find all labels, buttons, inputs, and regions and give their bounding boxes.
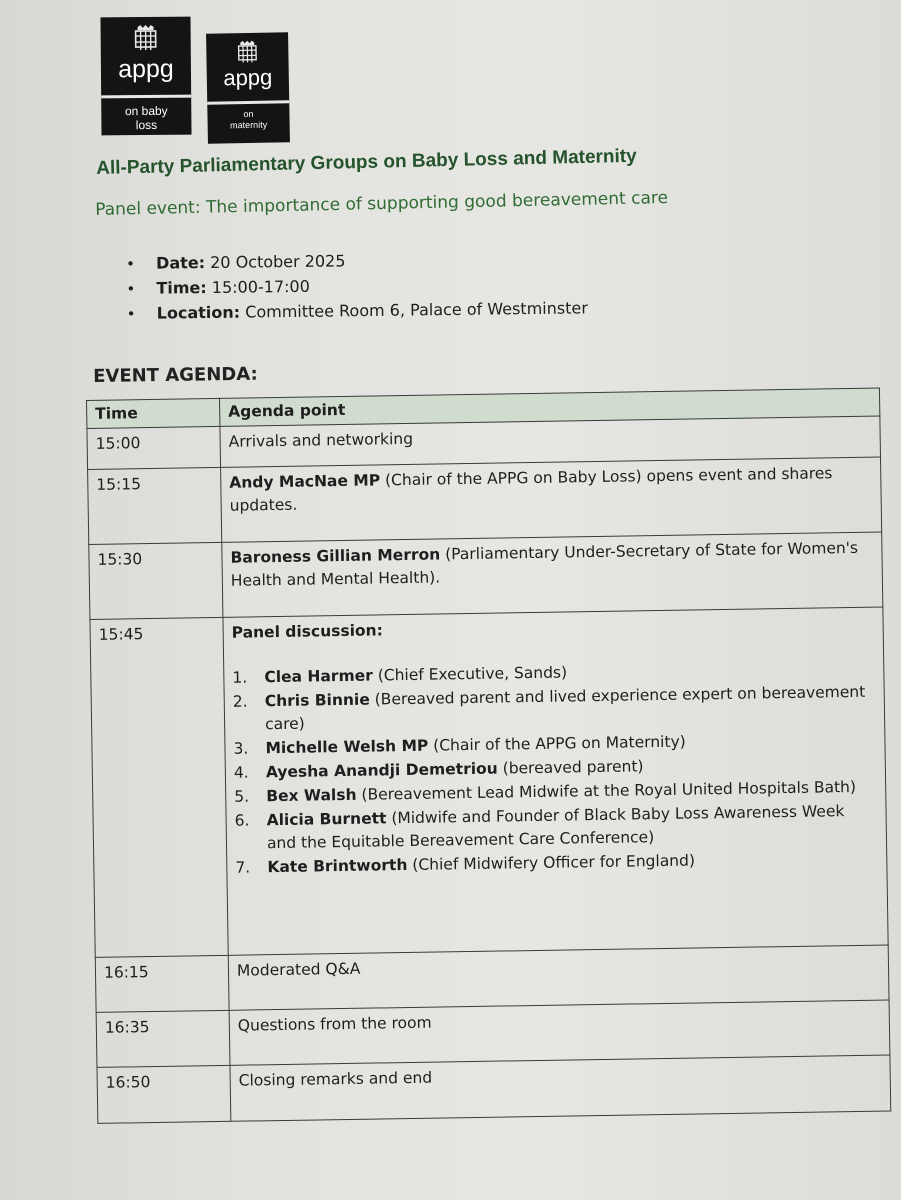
row-time: 16:35	[96, 1010, 230, 1067]
logo-divider	[207, 100, 289, 104]
bullet-icon: •	[126, 279, 136, 298]
panel-speaker-list	[232, 657, 878, 880]
list-item: 7. Kate Brintworth (Chief Midwifery Officer for England)	[235, 851, 696, 877]
logo-subtitle: on baby loss	[124, 103, 168, 133]
event-subtitle: Panel event: The importance of supporting good bereavement care	[95, 188, 669, 220]
row-agenda-point: Questions from the room	[229, 1000, 890, 1065]
event-details-list	[126, 248, 588, 329]
portcullis-crest-icon	[133, 23, 159, 53]
table-row	[88, 457, 882, 544]
list-item: 2. Chris Binnie (Bereaved parent and lived experience expert on bereavement care)	[232, 682, 866, 734]
logo-wordmark: appg	[118, 54, 174, 84]
column-header-time: Time	[87, 398, 220, 428]
logo-wordmark: appg	[223, 64, 273, 91]
document-title: All-Party Parliamentary Groups on Baby Loss and Maternity	[96, 145, 637, 179]
list-item: 3. Michelle Welsh MP (Chair of the APPG on Maternity)	[233, 732, 686, 758]
table-row	[89, 532, 883, 619]
list-item: 4. Ayesha Anandji Demetriou (bereaved parent)	[233, 757, 644, 782]
row-time: 15:45	[90, 617, 228, 957]
row-time: 15:00	[87, 426, 221, 469]
bullet-icon: •	[126, 254, 136, 273]
table-row	[90, 607, 888, 957]
agenda-table	[86, 388, 891, 1124]
row-time: 15:15	[88, 467, 222, 544]
row-time: 16:50	[97, 1065, 231, 1123]
agenda-table-wrapper	[86, 387, 901, 1160]
detail-date: • Date: 20 October 2025	[126, 251, 346, 273]
row-agenda-point: Arrivals and networking	[220, 416, 881, 467]
row-agenda-point: Panel discussion: 1. Clea Harmer (Chief Executive, Sands) 2. Chris Binnie (Bereaved parent and lived experience expert on bereavement care) 3. Michelle Welsh MP (Chair of the APPG on Maternity) 4. Ayesha Anandji Demetriou (bereaved parent) 5. Bex Walsh (Bereavement Lead Midwife at the Royal United Hospitals Bath) 6. Alicia Burnett (Midwife and Founder of Black Baby Loss Awareness Week and the Equitable Bereavement Care Conference) 7. Kate Brintworth (Chief Midwifery Officer for England)	[223, 607, 888, 955]
row-agenda-point: Closing remarks and end	[230, 1055, 891, 1121]
logo-divider	[101, 95, 191, 99]
row-agenda-point: Baroness Gillian Merron (Parliamentary Under-Secretary of State for Women's Health and Mental Health).	[222, 532, 883, 617]
appg-baby-loss-logo	[100, 17, 191, 136]
appg-maternity-logo	[206, 32, 290, 143]
portcullis-crest-icon	[235, 39, 259, 65]
row-agenda-point: Moderated Q&A	[228, 945, 889, 1010]
list-item: 1. Clea Harmer (Chief Executive, Sands)	[232, 663, 568, 687]
row-time: 16:15	[95, 955, 229, 1012]
bullet-icon: •	[126, 304, 136, 323]
table-row	[97, 1055, 891, 1123]
detail-time: • Time: 15:00-17:00	[126, 276, 310, 298]
detail-location: • Location: Committee Room 6, Palace of Westminster	[126, 298, 588, 323]
logo-subtitle: on maternity	[230, 108, 268, 131]
list-item: 5. Bex Walsh (Bereavement Lead Midwife at the Royal United Hospitals Bath)	[234, 777, 857, 806]
list-item: 6. Alicia Burnett (Midwife and Founder of Black Baby Loss Awareness Week and the Equitable Bereavement Care Conference)	[234, 802, 845, 853]
column-header-agenda-point: Agenda point	[219, 388, 879, 426]
row-agenda-point: Andy MacNae MP (Chair of the APPG on Baby Loss) opens event and shares updates.	[221, 457, 882, 542]
agenda-heading: EVENT AGENDA:	[93, 363, 258, 387]
row-time: 15:30	[89, 542, 223, 619]
